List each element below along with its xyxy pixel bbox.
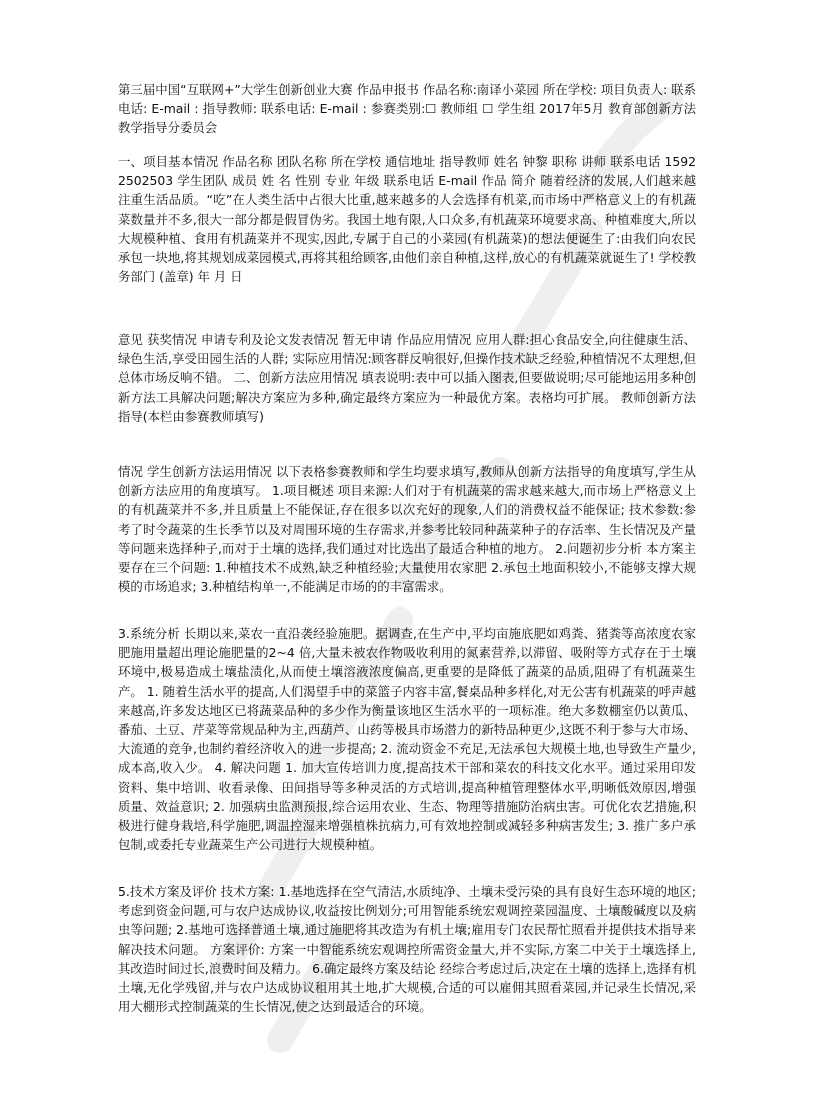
header-paragraph: 第三届中国“互联网+”大学生创新创业大赛 作品申报书 作品名称:南译小菜园 所在学校: 项目负责人: 联系电话: E-mail : 指导教师: 联系电话: E-mail : 参赛类别:☐ 教师组 ☐ 学生组 2017年5月 教育部创新方法教学指导分委员会 [118, 82, 696, 136]
technical-solution-paragraph: 5.技术方案及评价 技术方案: 1.基地选择在空气清洁,水质纯净、土壤未受污染的具有良好生态环境的地区;考虑到资金问题,可与农户达成协议,收益按比例划分;可用智能系统宏观调控菜园温度、土壤酸碱度以及病虫等问题; 2.基地可选择普通土壤,通过施肥将其改造为有机土壤;雇用专门农民帮忙照看并提供技术指导来解决技术问题。 方案评价: 方案一中智能系统宏观调控所需资金量大,并不实际,方案二中关于土壤选择上,其改造时间过长,浪费时间及精力。 6.确定最终方案及结论 经综合考虑过后,决定在土壤的选择上,选择有机土壤,无化学残留,并与农户达成协议租用其土地,扩大规模,合适的可以雇佣其照看菜园,并记录生长情况,采用大棚形式控制蔬菜的生长情况,使之达到最适合的环境。 [118, 884, 696, 1015]
project-info-paragraph: 一、项目基本情况 作品名称 团队名称 所在学校 通信地址 指导教师 姓名 钟黎 职称 讲师 联系电话 15922502503 学生团队 成员 姓 名 性别 专业 年级 联系电话 E-mail 作品 简介 随着经济的发展,人们越来越注重生活品质。“吃”在人类生活中占很大比重,越来越多的人会选择有机菜,而市场中严格意义上的有机蔬菜数量并不多,很大一部分都是假冒伪劣。我国土地有限,人口众多,有机蔬菜环境要求高、种植难度大,所以大规模种植、食用有机蔬菜并不现实,因此,专属于自己的小菜园(有机蔬菜)的想法便诞生了:由我们向农民承包一块地,将其规划成菜园模式,再将其租给顾客,由他们亲自种植,这样,放心的有机蔬菜就诞生了! 学校教务部门 (盖章) 年 月 日 [118, 154, 696, 285]
method-usage-paragraph: 情况 学生创新方法运用情况 以下表格参赛教师和学生均要求填写,教师从创新方法指导的角度填写,学生从创新方法应用的角度填写。 1.项目概述 项目来源:人们对于有机蔬菜的需求越来越大,而市场上严格意义上的有机蔬菜并不多,并且质量上不能保证,存在很多以次充好的现象,人们的消费权益不能保证; 技术参数:参考了时令蔬菜的生长季节以及对周围环境的生存需求,并参考比较同种蔬菜种子的存活率、生长情况及产量等问题来选择种子,而对于土壤的选择,我们通过对比选出了最适合种植的地方。 2.问题初步分析 本方案主要存在三个问题: 1.种植技术不成熟,缺乏种植经验;大量使用农家肥 2.承包土地面积较小,不能够支撑大规模的市场追求; 3.种植结构单一,不能满足市场的的丰富需求。 [118, 464, 696, 595]
system-analysis-paragraph: 3.系统分析 长期以来,菜农一直沿袭经验施肥。据调查,在生产中,平均亩施底肥如鸡粪、猪粪等高浓度农家肥施用量超出理论施肥量的2~4 倍,大量未被农作物吸收利用的氮素营养,以滞留、吸附等方式存在于土壤环境中,极易造成土壤盐渍化,从而使土壤溶液浓度偏高,更重要的是降低了蔬菜的品质,阻碍了有机蔬菜生产。 1. 随着生活水平的提高,人们渴望手中的菜篮子内容丰富,餐桌品种多样化,对无公害有机蔬菜的呼声越来越高,许多发达地区已将蔬菜品种的多少作为衡量该地区生活水平的一项标准。绝大多数棚室仍以黄瓜、番茄、土豆、芹菜等常规品种为主,西葫芦、山药等极具市场潜力的新特品种更少,这既不利于参与大市场、大流通的竞争,也制约着经济收入的进一步提高; 2. 流动资金不充足,无法承包大规模土地,也导致生产量少,成本高,收入少。 4. 解决问题 1. 加大宣传培训力度,提高技术干部和菜农的科技文化水平。通过采用印发资料、集中培训、收看录像、田间指导等多种灵活的方式培训,提高种植管理整体水平,明晰低效原因,增强质量、效益意识; 2. 加强病虫监测预报,综合运用农业、生态、物理等措施防治病虫害。可优化农艺措施,积极进行健身栽培,科学施肥,调温控湿来增强植株抗病力,可有效地控制或减轻多种病害发生; 3. 推广多户承包制,或委托专业蔬菜生产公司进行大规模种植。 [118, 626, 696, 853]
application-paragraph: 意见 获奖情况 申请专利及论文发表情况 暂无申请 作品应用情况 应用人群:担心食品安全,向往健康生活、绿色生活,享受田园生活的人群; 实际应用情况:顾客群反响很好,但操作技术缺乏经验,种植情况不太理想,但总体市场反响不错。 二、创新方法应用情况 填表说明:表中可以插入图表,但要做说明;尽可能地运用多种创新方法工具解决问题;解决方案应为多种,确定最终方案应为一种最优方案。表格均可扩展。 教师创新方法指导(本栏由参赛教师填写) [118, 332, 696, 424]
